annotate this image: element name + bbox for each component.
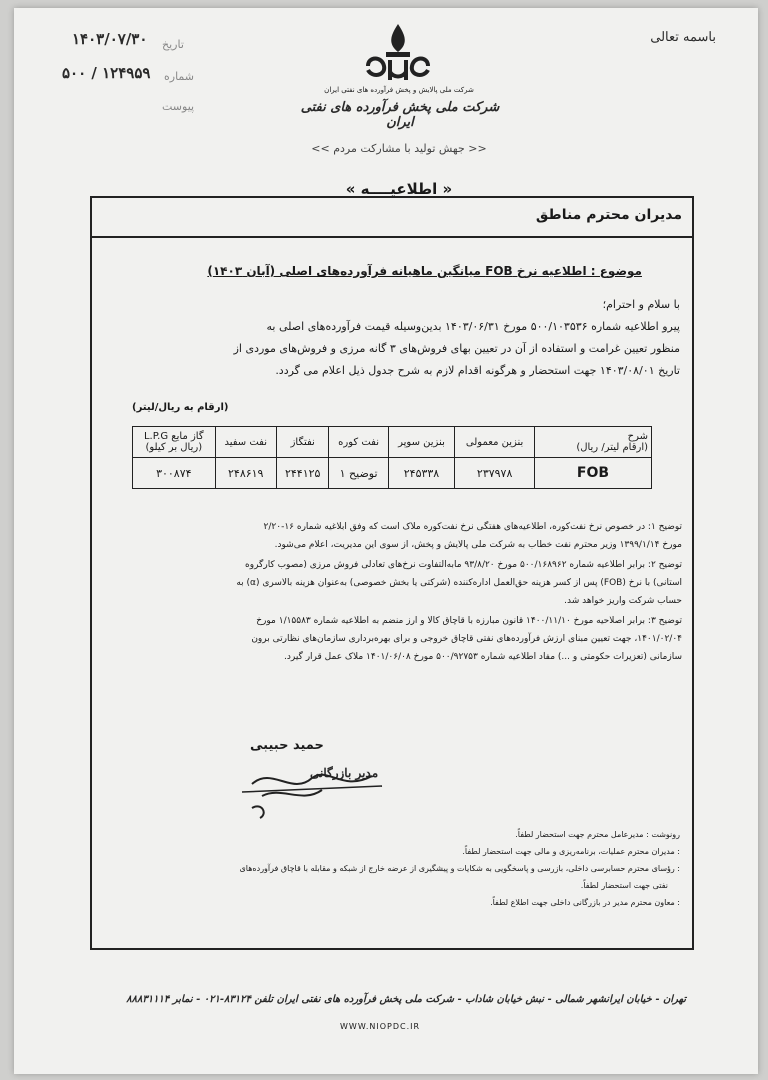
- company-name: شرکت ملی پخش فرآورده های نفتی ایران: [300, 100, 500, 130]
- signer-title: مدیر بازرگانی: [310, 766, 379, 780]
- body-line: منظور تعیین غرامت و استفاده از آن در تعیین بهای فروش‌های ۳ گانه مرزی و فروش‌های موردی از: [233, 342, 680, 355]
- table-header-row: [133, 427, 652, 458]
- letter-number: ۵۰۰ / ۱۲۴۹۵۹: [62, 64, 151, 82]
- explanatory-notes: [110, 518, 682, 666]
- table-cell: ۳۰۰۸۷۴: [133, 458, 216, 489]
- niopdc-logo-icon: [360, 22, 436, 84]
- subject: موضوع : اطلاعیه نرخ FOB میانگین ماهیانه فرآورده‌های اصلی (آبان ۱۴۰۳): [207, 264, 642, 278]
- table-cell: ۲۴۵۳۳۸: [388, 458, 455, 489]
- note-line: توضیح ۱: در خصوص نرخ نفت‌کوره، اطلاعیه‌های هفتگی نرخ نفت‌کوره ملاک است که وفق ابلاغیه شماره ۱۶-۲/۲۰: [263, 522, 682, 532]
- note-line: استانی) با نرخ (FOB) پس از کسر هزینه حق‌العمل اداره‌کننده (شرکتی یا بخش خصوصی) به‌عنوان هزینه بالاسری (α) به: [236, 578, 682, 588]
- slogan: << جهش تولید با مشارکت مردم >>: [311, 142, 487, 155]
- note-2: [110, 556, 682, 610]
- addressee-bar: [92, 198, 692, 238]
- cc-list: [114, 826, 680, 911]
- note-line: ۱۴۰۱/۰۲/۰۴، جهت تعیین مبنای ارزش فرآورده‌های نفتی قاچاق خروجی و برای بهره‌برداری سازمان‌های نظارتی برون: [251, 634, 682, 644]
- note-1: [110, 518, 682, 554]
- attachment-label: پیوست: [162, 100, 195, 113]
- table-cell: FOB: [535, 458, 652, 489]
- table-cell: ۲۴۸۶۱۹: [215, 458, 276, 489]
- footer-website: WWW.NIOPDC.IR: [340, 1022, 421, 1031]
- body-line: تاریخ ۱۴۰۳/۰۸/۰۱ جهت استحضار و هرگونه اقدام لازم به شرح جدول ذیل اعلام می گردد.: [275, 364, 680, 377]
- note-line: سازمانی (تعزیرات حکومتی و ...) مفاد اطلاعیه شماره ۵۰۰/۹۲۷۵۳ مورخ ۱۴۰۱/۰۶/۰۸ ملاک عمل قرار گیرد.: [284, 652, 682, 662]
- cc-item: رونوشت : مدیرعامل محترم جهت استحضار لطفاً.: [515, 830, 680, 839]
- body-line: پیرو اطلاعیه شماره ۵۰۰/۱۰۳۵۳۶ مورخ ۱۴۰۳/۰۶/۳۱ بدین‌وسیله قیمت فرآورده‌های اصلی به: [266, 320, 680, 333]
- signer-name: حمید حبیبی: [250, 738, 324, 753]
- note-line: مورخ ۱۳۹۹/۱/۱۴ وزیر محترم نفت خطاب به شرکت ملی پالایش و پخش، از سوی این مدیریت، اعلام می‌شود.: [274, 540, 682, 550]
- unit-note: (ارقام به ریال/لیتر): [132, 402, 229, 413]
- date-label: تاریخ: [162, 38, 184, 51]
- basmala: باسمه تعالی: [650, 30, 716, 45]
- table-header-cell: بنزین معمولی: [455, 427, 535, 458]
- note-3: [110, 612, 682, 666]
- number-label: شماره: [164, 70, 195, 83]
- note-line: توضیح ۲: برابر اطلاعیه شماره ۵۰۰/۱۶۸۹۶۲ مورخ ۹۳/۸/۲۰ ما‌به‌التفاوت نرخ‌های تعادلی فروش مرزی (مصوب کارگروه: [245, 560, 682, 570]
- signature-icon: [232, 756, 392, 826]
- note-line: حساب شرکت واریز خواهد شد.: [564, 596, 682, 606]
- cc-item: نفتی جهت استحضار لطفاً.: [580, 881, 668, 890]
- letter-date: ۱۴۰۳/۰۷/۳۰: [72, 30, 148, 48]
- table-header-cell: شرح (ارقام لیتر/ ریال): [535, 427, 652, 458]
- cc-item: : معاون محترم مدیر در بازرگانی داخلی جهت اطلاع لطفاً.: [490, 898, 680, 907]
- table-row: [133, 458, 652, 489]
- notice-title: « اطلاعیــــه »: [345, 180, 453, 198]
- table-cell: ۲۴۴۱۲۵: [276, 458, 329, 489]
- fob-price-table: [132, 426, 652, 489]
- cc-item: : مدیران محترم عملیات، برنامه‌ریزی و مالی جهت استحضار لطفاً.: [462, 847, 680, 856]
- company-small-name: شرکت ملی پالایش و پخش فرآورده های نفتی ایران: [324, 86, 474, 94]
- body-paragraph: [102, 316, 680, 382]
- table-header-cell: گاز مایع L.P.G (ریال بر کیلو): [133, 427, 216, 458]
- footer-address: تهران - خیابان ایرانشهر شمالی - نبش خیابان شاداب - شرکت ملی پخش فرآورده های نفتی ایران تلفن ۸۳۱۲۴-۰۲۱ - نمابر ۸۸۸۳۱۱۱۴: [126, 994, 686, 1005]
- table-cell: ۲۳۷۹۷۸: [455, 458, 535, 489]
- table-header-cell: بنزین سوپر: [388, 427, 455, 458]
- table-header-cell: نفت سفید: [215, 427, 276, 458]
- letter-page: [14, 8, 758, 1074]
- addressee: مدیران محترم مناطق: [535, 207, 682, 223]
- greeting: با سلام و احترام؛: [602, 298, 680, 311]
- cc-item: : رؤسای محترم حسابرسی داخلی، بازرسی و پاسخگویی به شکایات و پیشگیری از عرضه خارج از شبکه و مقابله با قاچاق فرآورده‌های: [239, 864, 680, 873]
- note-line: توضیح ۳: برابر اصلاحیه مورخ ۱۴۰۰/۱۱/۱۰ قانون مبارزه با قاچاق کالا و ارز منضم به اطلاعیه شماره ۱/۱۵۵۸۳ مورخ: [256, 616, 682, 626]
- table-cell: توضیح ۱: [329, 458, 388, 489]
- table-header-cell: نفتگاز: [276, 427, 329, 458]
- table-header-cell: نفت کوره: [329, 427, 388, 458]
